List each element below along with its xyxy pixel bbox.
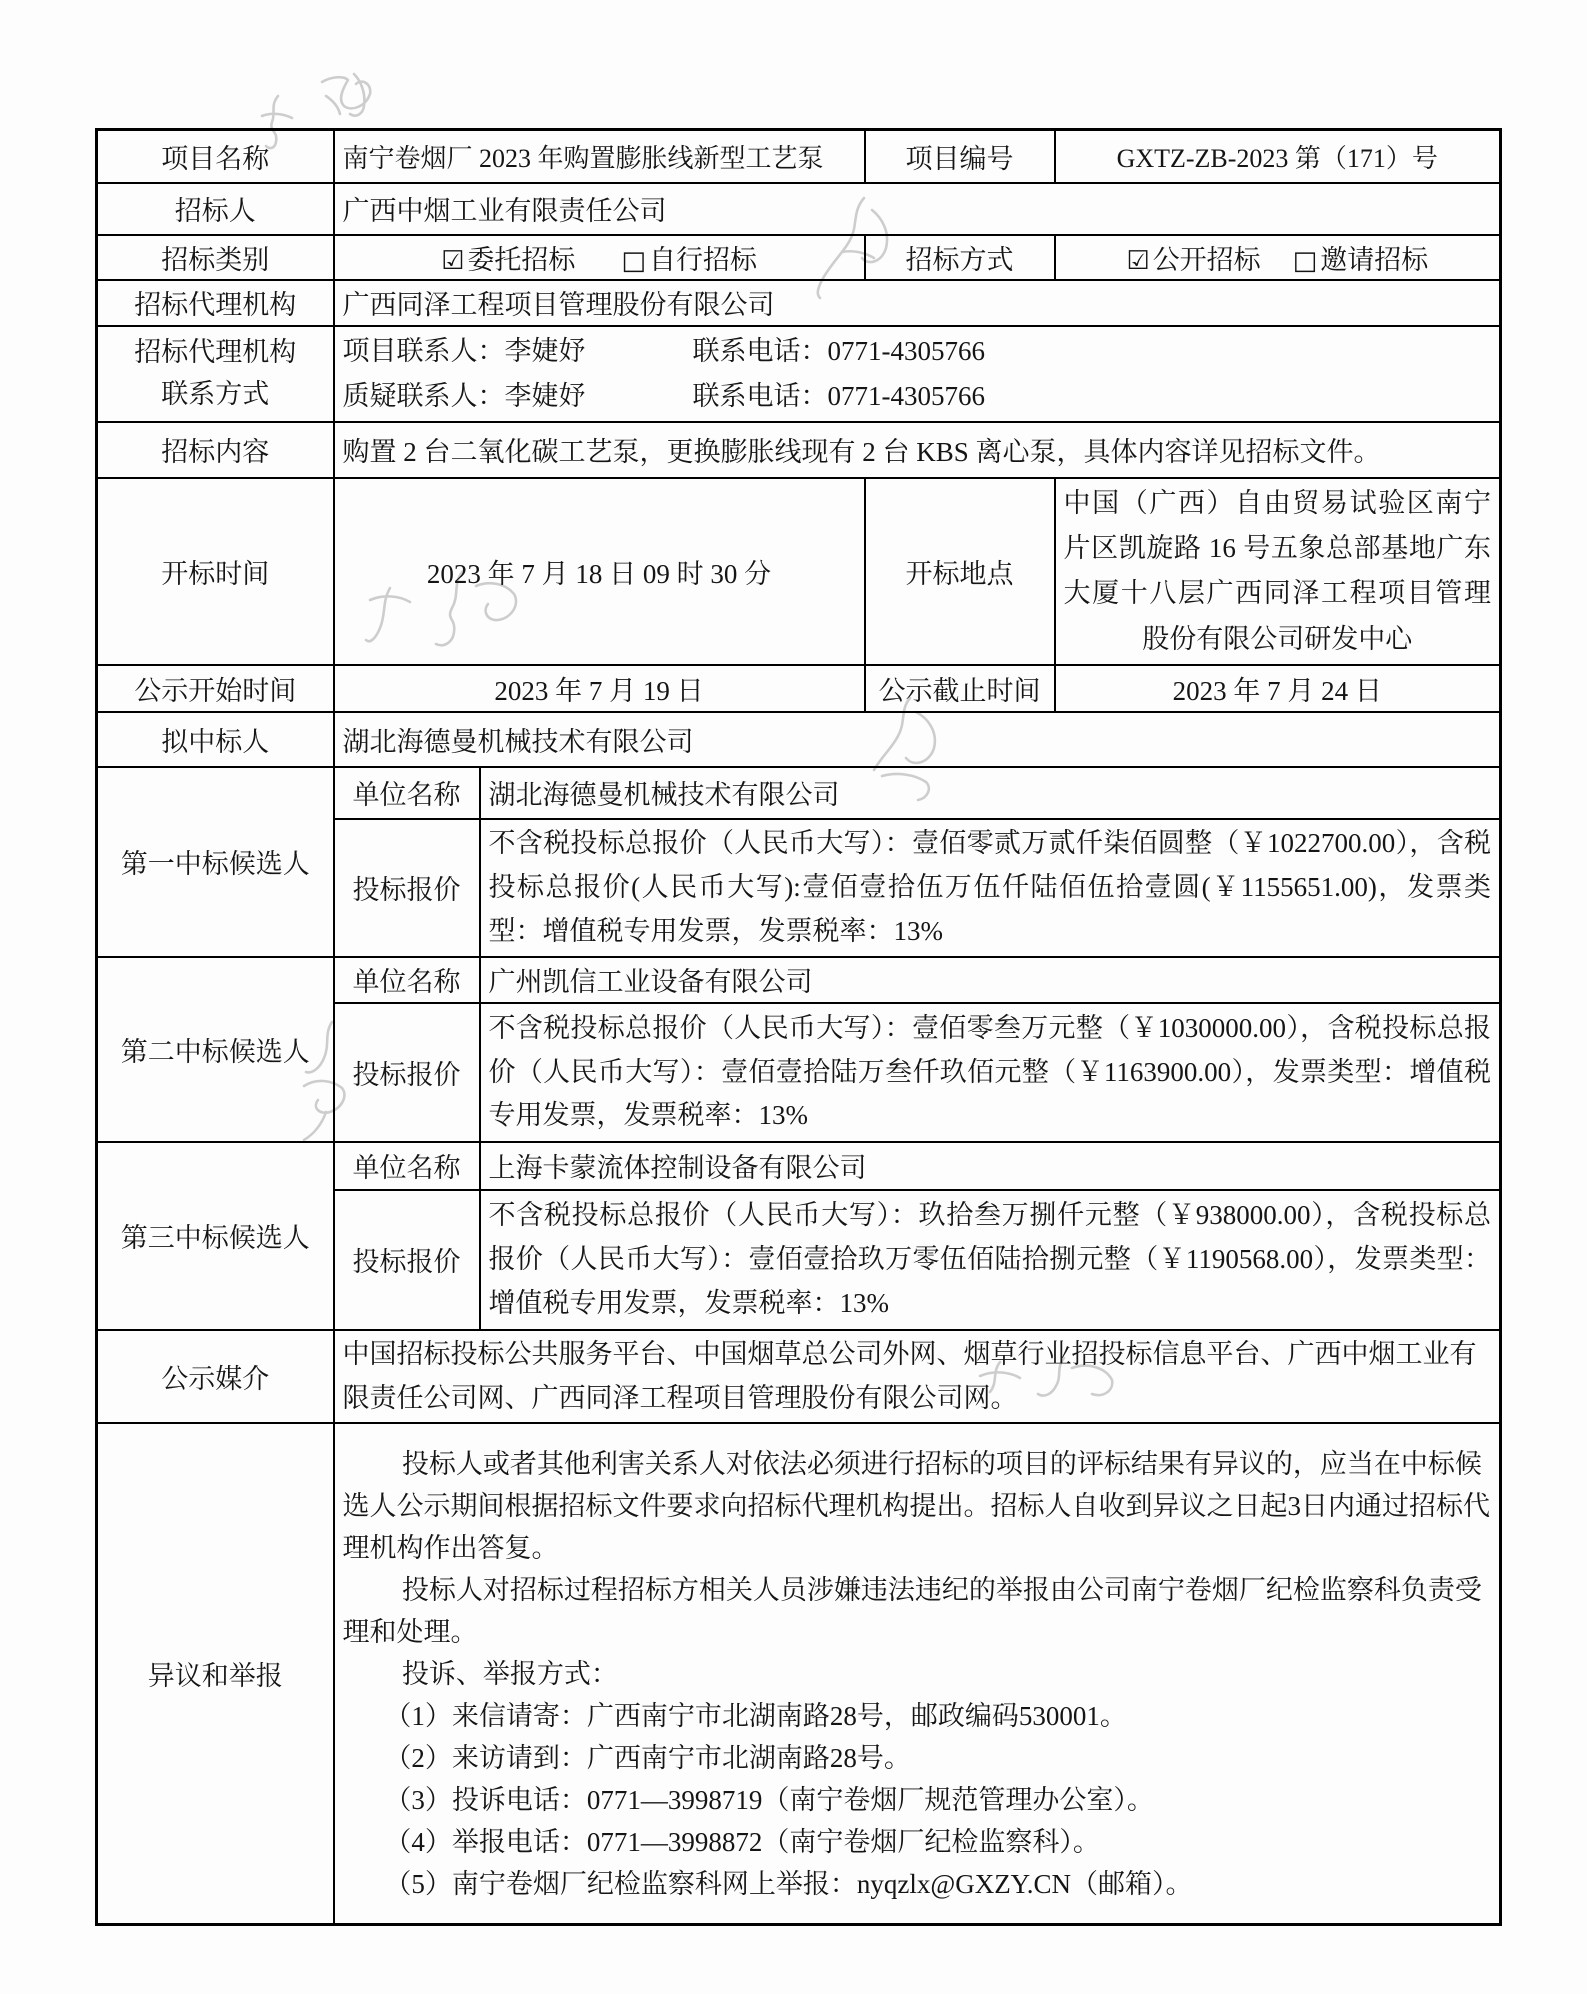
candidate3-price-value: 不含税投标总报价（人民币大写）：玖拾叁万捌仟元整（￥938000.00），含税投标总报价（人民币大写）：壹佰壹拾玖万零伍佰陆拾捌元整（￥1190568.00），发票类型：增值税专用发票，发票税率：13% bbox=[480, 1190, 1501, 1330]
row-tenderer bbox=[97, 183, 1501, 235]
objection-label: 异议和举报 bbox=[97, 1423, 334, 1924]
candidate2-price-value: 不含税投标总报价（人民币大写）：壹佰零叁万元整（￥1030000.00），含税投标总报价（人民币大写）：壹佰壹拾陆万叁仟玖佰元整（￥1163900.00），发票类型：增值税专用发票，发票税率：13% bbox=[480, 1003, 1501, 1142]
checkbox-option-delegated bbox=[441, 238, 575, 277]
candidate3-unit-label: 单位名称 bbox=[334, 1142, 480, 1190]
checkbox-label: 自行招标 bbox=[648, 244, 757, 275]
tender-method-options bbox=[1055, 235, 1501, 280]
publicity-end-label: 公示截止时间 bbox=[865, 665, 1055, 712]
row-agency-contact bbox=[97, 326, 1501, 422]
tenderer-label: 招标人 bbox=[97, 183, 334, 235]
row-candidate3-unit bbox=[97, 1142, 1501, 1190]
checkbox-label: 委托招标 bbox=[467, 244, 576, 275]
handwriting-watermark bbox=[314, 66, 380, 124]
checkbox-option-open bbox=[1126, 238, 1260, 277]
report-method-item: （3）投诉电话：0771—3998719（南宁卷烟厂规范管理办公室）。 bbox=[384, 1784, 1154, 1815]
candidate1-label: 第一中标候选人 bbox=[97, 767, 334, 957]
objection-content bbox=[334, 1423, 1501, 1924]
report-method-item: （1）来信请寄：广西南宁市北湖南路28号，邮政编码530001。 bbox=[384, 1700, 1127, 1731]
publicity-end-value: 2023 年 7 月 24 日 bbox=[1055, 665, 1501, 712]
row-proposed-winner bbox=[97, 712, 1501, 767]
project-name-label: 项目名称 bbox=[97, 130, 334, 183]
row-tender-content bbox=[97, 422, 1501, 478]
media-value: 中国招标投标公共服务平台、中国烟草总公司外网、烟草行业招投标信息平台、广西中烟工业有限责任公司网、广西同泽工程项目管理股份有限公司网。 bbox=[334, 1330, 1501, 1423]
checkbox-unchecked-icon: □ bbox=[621, 245, 646, 276]
agency-contact-label-line2: 联系方式 bbox=[161, 378, 270, 409]
candidate2-unit-value: 广州凯信工业设备有限公司 bbox=[480, 957, 1501, 1003]
tender-category-label: 招标类别 bbox=[97, 235, 334, 280]
publicity-start-label: 公示开始时间 bbox=[97, 665, 334, 712]
media-label: 公示媒介 bbox=[97, 1330, 334, 1423]
project-contact-line bbox=[343, 329, 1492, 374]
objection-paragraph: 投诉、举报方式： bbox=[401, 1658, 618, 1689]
checkbox-option-self bbox=[621, 238, 757, 277]
objection-paragraph: 投标人对招标过程招标方相关人员涉嫌违法违纪的举报由公司南宁卷烟厂纪检监察科负责受理和处理。 bbox=[342, 1574, 1482, 1647]
row-candidate2-unit bbox=[97, 957, 1501, 1003]
publicity-start-value: 2023 年 7 月 19 日 bbox=[334, 665, 865, 712]
candidate1-price-value: 不含税投标总报价（人民币大写）：壹佰零贰万贰仟柒佰圆整（￥1022700.00），含税投标总报价(人民币大写):壹佰壹拾伍万伍仟陆佰伍拾壹圆(￥1155651.00)，发票类型：增值税专用发票，发票税率：13% bbox=[480, 819, 1501, 957]
bid-opening-time-label: 开标时间 bbox=[97, 478, 334, 665]
proposed-winner-value: 湖北海德曼机械技术有限公司 bbox=[334, 712, 1501, 767]
agency-value: 广西同泽工程项目管理股份有限公司 bbox=[334, 280, 1501, 326]
candidate1-unit-label: 单位名称 bbox=[334, 767, 480, 819]
candidate1-unit-value: 湖北海德曼机械技术有限公司 bbox=[480, 767, 1501, 819]
row-objection bbox=[97, 1423, 1501, 1924]
row-project bbox=[97, 130, 1501, 183]
agency-label: 招标代理机构 bbox=[97, 280, 334, 326]
row-bid-opening bbox=[97, 478, 1501, 665]
candidate1-price-label: 投标报价 bbox=[334, 819, 480, 957]
checkbox-option-invited bbox=[1293, 238, 1429, 277]
agency-contact-label bbox=[97, 326, 334, 422]
tender-content-value: 购置 2 台二氧化碳工艺泵，更换膨胀线现有 2 台 KBS 离心泵，具体内容详见招标文件。 bbox=[334, 422, 1501, 478]
row-candidate1-unit bbox=[97, 767, 1501, 819]
project-number-value: GXTZ-ZB-2023 第（171）号 bbox=[1055, 130, 1501, 183]
row-media bbox=[97, 1330, 1501, 1423]
row-agency bbox=[97, 280, 1501, 326]
tenderer-value: 广西中烟工业有限责任公司 bbox=[334, 183, 1501, 235]
checkbox-label: 邀请招标 bbox=[1320, 244, 1429, 275]
query-contact-phone: 联系电话：0771-4305766 bbox=[692, 380, 985, 411]
project-contact-person: 项目联系人：李婕妤 bbox=[342, 335, 586, 366]
candidate2-price-label: 投标报价 bbox=[334, 1003, 480, 1142]
bid-opening-place-value: 中国（广西）自由贸易试验区南宁片区凯旋路 16 号五象总部基地广东大厦十八层广西同泽工程项目管理股份有限公司研发中心 bbox=[1055, 478, 1501, 665]
agency-contact-value bbox=[334, 326, 1501, 422]
project-name-value: 南宁卷烟厂 2023 年购置膨胀线新型工艺泵 bbox=[334, 130, 865, 183]
candidate2-unit-label: 单位名称 bbox=[334, 957, 480, 1003]
proposed-winner-label: 拟中标人 bbox=[97, 712, 334, 767]
bid-opening-place-label: 开标地点 bbox=[865, 478, 1055, 665]
objection-paragraph: 投标人或者其他利害关系人对依法必须进行招标的项目的评标结果有异议的，应当在中标候选人公示期间根据招标文件要求向招标代理机构提出。招标人自收到异议之日起3日内通过招标代理机构作出答复。 bbox=[342, 1448, 1490, 1563]
row-tender-type bbox=[97, 235, 1501, 280]
checkbox-unchecked-icon: □ bbox=[1292, 245, 1318, 276]
tender-category-options bbox=[334, 235, 865, 280]
tender-announcement-table bbox=[95, 128, 1502, 1926]
agency-contact-label-line1: 招标代理机构 bbox=[134, 336, 297, 367]
candidate3-label: 第三中标候选人 bbox=[97, 1142, 334, 1330]
query-contact-line bbox=[343, 374, 1492, 419]
project-number-label: 项目编号 bbox=[865, 130, 1055, 183]
candidate3-price-label: 投标报价 bbox=[334, 1190, 480, 1330]
report-method-item: （5）南宁卷烟厂纪检监察科网上举报：nyqzlx@GXZY.CN（邮箱）。 bbox=[384, 1868, 1193, 1899]
checkbox-checked-icon: ☑ bbox=[1126, 245, 1150, 276]
bid-opening-time-value: 2023 年 7 月 18 日 09 时 30 分 bbox=[334, 478, 865, 665]
project-contact-phone: 联系电话：0771-4305766 bbox=[692, 335, 985, 366]
report-method-item: （4）举报电话：0771—3998872（南宁卷烟厂纪检监察科）。 bbox=[384, 1826, 1100, 1857]
candidate3-unit-value: 上海卡蒙流体控制设备有限公司 bbox=[480, 1142, 1501, 1190]
checkbox-label: 公开招标 bbox=[1152, 244, 1261, 275]
report-method-item: （2）来访请到：广西南宁市北湖南路28号。 bbox=[384, 1742, 911, 1773]
query-contact-person: 质疑联系人：李婕妤 bbox=[342, 380, 586, 411]
tender-content-label: 招标内容 bbox=[97, 422, 334, 478]
row-publicity-dates bbox=[97, 665, 1501, 712]
checkbox-checked-icon: ☑ bbox=[441, 245, 465, 276]
candidate2-label: 第二中标候选人 bbox=[97, 957, 334, 1142]
tender-method-label: 招标方式 bbox=[865, 235, 1055, 280]
